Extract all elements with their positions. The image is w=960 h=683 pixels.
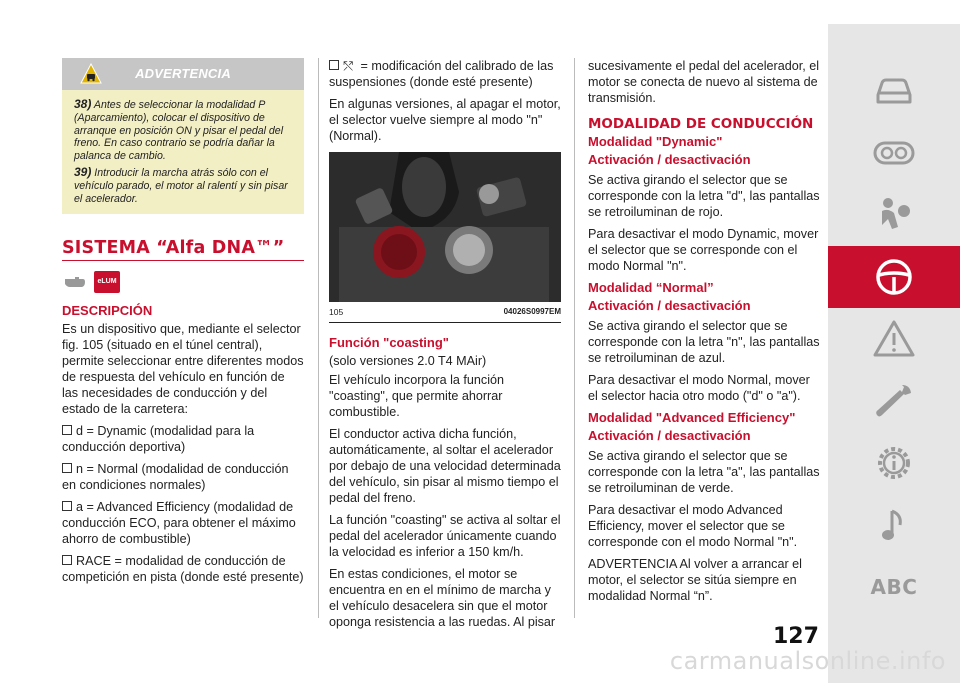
bullet-box-icon <box>62 501 72 511</box>
paragraph: El conductor activa dicha función, automáticamente, al soltar el acelerador por debajo de una velocidad determinada del vehículo, sin pisar al mismo tiempo el pedal del freno. <box>329 427 561 505</box>
sidebar-item-safety[interactable] <box>828 184 960 246</box>
wrench-icon <box>872 381 916 421</box>
warning-text: Antes de seleccionar la modalidad P (Aparcamiento), colocar el dispositivo de arranque en posición ON y pisar el pedal del freno. En caso contrario se podría dañar la palanca de cambio. <box>74 99 284 163</box>
description-heading: DESCRIPCIÓN <box>62 303 153 319</box>
pointing-hand-icon <box>64 275 86 289</box>
elum-badge: eLUM <box>94 271 120 293</box>
warning-ref: 39) <box>74 164 92 179</box>
mode-item: RACE = modalidad de conducción de competición en pista (donde esté presente) <box>62 554 304 585</box>
sidebar-item-warnings[interactable] <box>828 308 960 370</box>
sidebar-item-driving[interactable] <box>828 246 960 308</box>
warning-header <box>62 58 304 90</box>
figure-image <box>329 152 561 302</box>
sidebar-item-technical[interactable] <box>828 432 960 494</box>
warning-triangle-icon <box>872 319 916 359</box>
warning-title: ADVERTENCIA <box>135 66 231 81</box>
steering-wheel-icon <box>872 257 916 297</box>
mode-item: n = Normal (modalidad de conducción en condiciones normales) <box>62 462 289 493</box>
dynamic-subheading: Activación / desactivación <box>588 152 751 167</box>
warning-item <box>74 98 294 163</box>
column-middle <box>329 58 561 636</box>
section-icons <box>64 271 304 293</box>
warning-item <box>74 166 294 205</box>
paragraph: Para desactivar el modo Advanced Efficiency, mover el selector que se corresponde con el modo Normal "n". <box>588 503 798 549</box>
gauges-icon <box>872 133 916 173</box>
page-number: 127 <box>773 624 819 649</box>
bullet-box-icon <box>62 555 72 565</box>
paragraph: En estas condiciones, el motor se encuentra en en el mínimo de marcha y el vehículo desacelera sin que el motor oponga resistencia a las ruedas. Al pisar <box>329 567 556 629</box>
column-right <box>588 58 820 610</box>
abc-label: ABC <box>870 575 918 599</box>
coasting-heading: Función "coasting" <box>329 335 449 350</box>
sidebar-item-car[interactable] <box>828 60 960 122</box>
normal-heading: Modalidad “Normal” <box>588 280 714 295</box>
section-title: SISTEMA “Alfa DNA™” <box>62 240 304 261</box>
paragraph: Para desactivar el modo Normal, mover el selector hacia otro modo ("d" o "a"). <box>588 373 810 403</box>
mode-item: d = Dynamic (modalidad para la conducción deportiva) <box>62 424 255 455</box>
gear-info-icon <box>872 443 916 483</box>
advanced-heading: Modalidad "Advanced Efficiency" <box>588 410 796 425</box>
music-note-icon <box>872 505 916 545</box>
versions-note: En algunas versiones, al apagar el motor, el selector vuelve siempre al modo "n" (Normal). <box>329 97 561 143</box>
paragraph: Se activa girando el selector que se corresponde con la letra "a", las pantallas se retroiluminan de verde. <box>588 449 820 495</box>
sidebar-item-gauges[interactable] <box>828 122 960 184</box>
paragraph: La función "coasting" se activa al soltar el pedal del acelerador únicamente cuando la velocidad es inferior a 150 km/h. <box>329 513 561 559</box>
suspension-icon: ⤲ <box>343 59 354 73</box>
figure-code: 04026S0997EM <box>503 307 561 316</box>
figure-number: 105 <box>329 307 344 317</box>
suspension-item: ⤲ = modificación del calibrado de las suspensiones (donde esté presente) <box>329 59 554 89</box>
warning-box <box>62 58 304 214</box>
paragraph: Se activa girando el selector que se corresponde con la letra "n", las pantallas se retroiluminan de azul. <box>588 319 820 365</box>
car-icon <box>872 71 916 111</box>
column-divider <box>574 58 575 618</box>
column-left <box>62 58 304 591</box>
warning-body <box>62 90 304 214</box>
chapter-sidebar <box>828 24 960 683</box>
continuation-text: sucesivamente el pedal del acelerador, el motor se conecta de nuevo al sistema de transmisión. <box>588 59 820 105</box>
column-divider <box>318 58 319 618</box>
mode-item: a = Advanced Efficiency (modalidad de conducción ECO, para obtener el máximo ahorro de combustible) <box>62 500 296 547</box>
seatbelt-icon <box>872 195 916 235</box>
dynamic-heading: Modalidad "Dynamic" <box>588 134 723 149</box>
paragraph: (solo versiones 2.0 T4 MAir) <box>329 354 487 368</box>
bullet-box-icon <box>329 60 339 70</box>
watermark: carmanualsonline.info <box>669 647 946 675</box>
sidebar-item-index[interactable] <box>828 556 960 618</box>
sidebar-item-maintenance[interactable] <box>828 370 960 432</box>
warning-ref: 38) <box>74 97 92 111</box>
advanced-subheading: Activación / desactivación <box>588 428 751 443</box>
sidebar-item-multimedia[interactable] <box>828 494 960 556</box>
warning-text: Introducir la marcha atrás sólo con el vehículo parado, el motor al ralentí y sin pisar el acelerador. <box>74 166 288 205</box>
dna-selector-photo-icon <box>329 152 561 302</box>
paragraph: Para desactivar el modo Dynamic, mover el selector que se corresponde con el modo Normal "n". <box>588 227 819 273</box>
paragraph: Se activa girando el selector que se corresponde con la letra "d", las pantallas se retroiluminan de rojo. <box>588 173 820 219</box>
normal-subheading: Activación / desactivación <box>588 298 751 313</box>
driving-mode-heading: MODALIDAD DE CONDUCCIÓN <box>588 116 814 132</box>
paragraph: ADVERTENCIA Al volver a arrancar el motor, el selector se sitúa siempre en modalidad Normal “n”. <box>588 557 802 603</box>
bullet-box-icon <box>62 425 72 435</box>
paragraph: El vehículo incorpora la función "coasting", que permite ahorrar combustible. <box>329 373 505 419</box>
description-text: Es un dispositivo que, mediante el selector fig. 105 (situado en el túnel central), permite seleccionar entre diferentes modos de respuesta del vehículo en función de las necesidades de conducción y del estado de la carretera: <box>62 322 304 417</box>
figure-caption <box>329 302 561 323</box>
bullet-box-icon <box>62 463 72 473</box>
